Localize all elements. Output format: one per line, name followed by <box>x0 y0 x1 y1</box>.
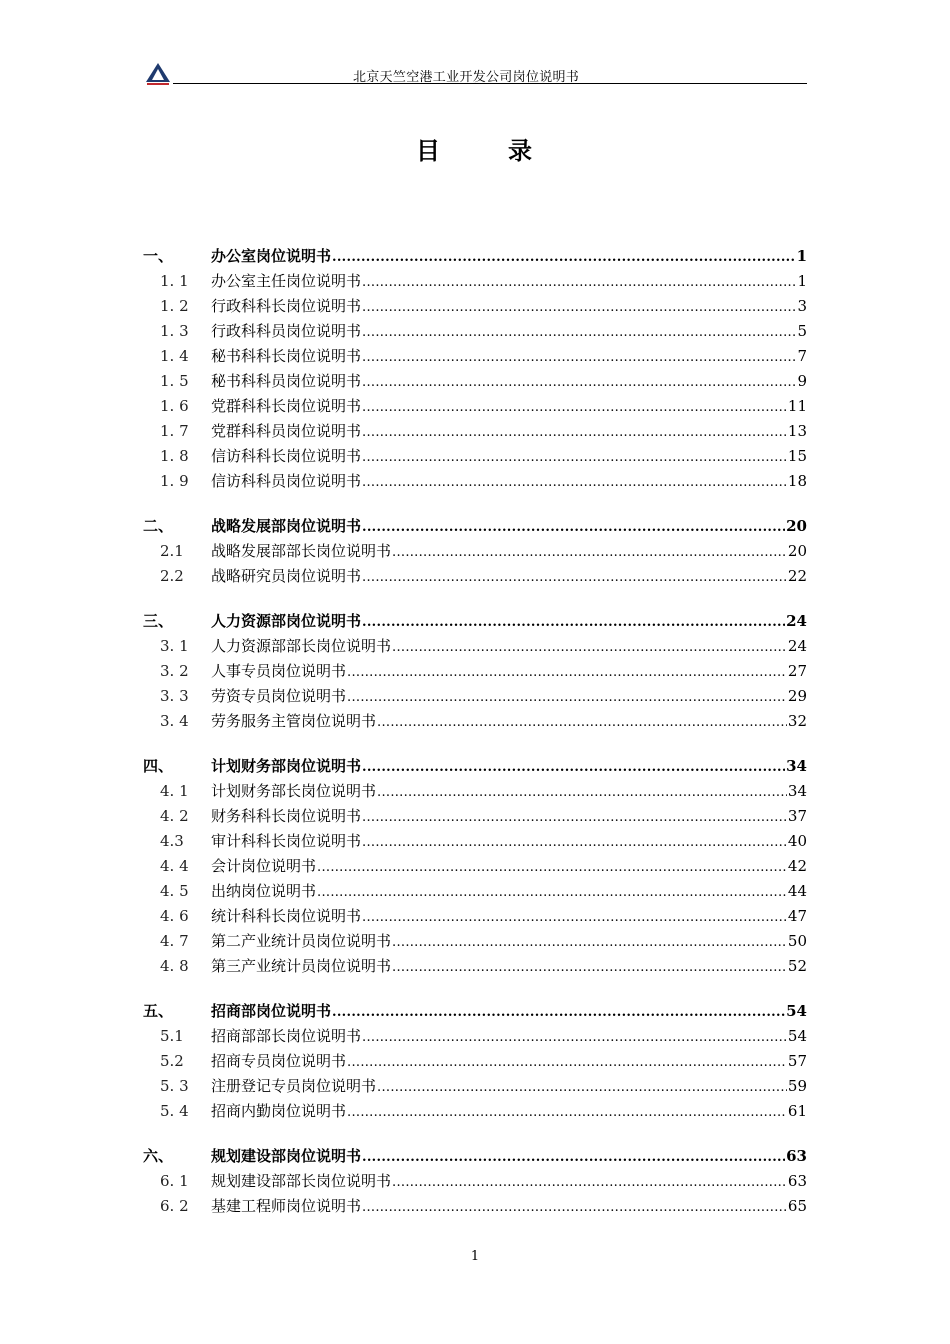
toc-page-number: 18 <box>787 472 807 490</box>
dot-leader <box>392 634 787 660</box>
toc-number: 4. 6 <box>160 907 189 925</box>
toc-page-number: 61 <box>787 1102 807 1120</box>
toc-entry[interactable] <box>143 684 807 709</box>
toc-title: 党群科科长岗位说明书 <box>211 397 362 415</box>
toc-entry[interactable] <box>143 564 807 589</box>
toc-number: 1. 9 <box>160 472 189 490</box>
dot-leader <box>362 394 787 420</box>
toc-title: 人事专员岗位说明书 <box>211 662 347 680</box>
toc-number: 一、 <box>143 247 174 265</box>
toc-entry[interactable] <box>143 444 807 469</box>
dot-leader <box>362 514 785 540</box>
toc-title: 招商部部长岗位说明书 <box>211 1027 362 1045</box>
toc-entry[interactable] <box>143 1169 807 1194</box>
dot-leader <box>362 444 787 470</box>
dot-leader <box>362 1194 787 1220</box>
dot-leader <box>362 904 787 930</box>
toc-entry[interactable] <box>143 659 807 684</box>
toc-entry[interactable] <box>143 269 807 294</box>
toc-title: 规划建设部岗位说明书 <box>211 1147 362 1165</box>
toc-page-number: 40 <box>787 832 807 850</box>
toc-number: 1. 8 <box>160 447 189 465</box>
toc-entry[interactable] <box>143 1194 807 1219</box>
toc-title: 信访科科员岗位说明书 <box>211 472 362 490</box>
toc-entry[interactable] <box>143 1024 807 1049</box>
toc-title: 秘书科科长岗位说明书 <box>211 347 362 365</box>
toc-number: 4. 8 <box>160 957 189 975</box>
header-title: 北京天竺空港工业开发公司岗位说明书 <box>353 70 580 85</box>
toc-entry[interactable] <box>143 369 807 394</box>
toc-number: 5. 4 <box>160 1102 189 1120</box>
toc-title: 战略发展部部长岗位说明书 <box>211 542 392 560</box>
toc-section <box>143 514 807 589</box>
toc-entry[interactable] <box>143 294 807 319</box>
toc-page-number: 37 <box>787 807 807 825</box>
toc-number: 2.2 <box>160 567 184 585</box>
toc-page-number: 34 <box>786 757 807 775</box>
dot-leader <box>347 1099 787 1125</box>
dot-leader <box>392 1169 787 1195</box>
toc-number: 6. 1 <box>160 1172 189 1190</box>
toc-title: 劳务服务主管岗位说明书 <box>211 712 377 730</box>
toc-title: 办公室主任岗位说明书 <box>211 272 362 290</box>
toc-page-number: 27 <box>787 662 807 680</box>
toc-title: 财务科科长岗位说明书 <box>211 807 362 825</box>
toc-section-heading[interactable] <box>143 244 807 269</box>
toc-title: 基建工程师岗位说明书 <box>211 1197 362 1215</box>
toc-section <box>143 999 807 1124</box>
toc-title: 劳资专员岗位说明书 <box>211 687 347 705</box>
toc-page-number: 1 <box>796 247 807 265</box>
toc-number: 3. 3 <box>160 687 189 705</box>
toc-page-number: 24 <box>787 637 807 655</box>
toc-entry[interactable] <box>143 1074 807 1099</box>
toc-page-number: 5 <box>797 322 807 340</box>
dot-leader <box>362 419 787 445</box>
toc-entry[interactable] <box>143 1049 807 1074</box>
title-char-2: 录 <box>508 136 534 165</box>
toc-page-number: 29 <box>787 687 807 705</box>
toc-page-number: 59 <box>787 1077 807 1095</box>
toc-page-number: 3 <box>797 297 807 315</box>
toc-entry[interactable] <box>143 394 807 419</box>
toc-entry[interactable] <box>143 854 807 879</box>
toc-section <box>143 244 807 494</box>
toc-page-number: 20 <box>786 517 807 535</box>
toc-entry[interactable] <box>143 879 807 904</box>
toc-title: 计划财务部岗位说明书 <box>211 757 362 775</box>
toc-title: 第三产业统计员岗位说明书 <box>211 957 392 975</box>
toc-page-number: 50 <box>787 932 807 950</box>
toc-page-number: 20 <box>787 542 807 560</box>
toc-title: 秘书科科员岗位说明书 <box>211 372 362 390</box>
toc-page-number: 63 <box>787 1172 807 1190</box>
page-title <box>0 131 950 166</box>
toc-section <box>143 1144 807 1219</box>
dot-leader <box>377 709 787 735</box>
toc-number: 4.3 <box>160 832 184 850</box>
toc-title: 党群科科员岗位说明书 <box>211 422 362 440</box>
toc-title: 第二产业统计员岗位说明书 <box>211 932 392 950</box>
toc-number: 1. 6 <box>160 397 189 415</box>
header-rule <box>173 83 807 84</box>
toc-number: 5.2 <box>160 1052 184 1070</box>
toc-entry[interactable] <box>143 539 807 564</box>
dot-leader <box>362 829 787 855</box>
toc-number: 1. 3 <box>160 322 189 340</box>
dot-leader <box>392 954 787 980</box>
toc-title: 行政科科长岗位说明书 <box>211 297 362 315</box>
toc-title: 招商部岗位说明书 <box>211 1002 332 1020</box>
toc-number: 四、 <box>143 757 174 775</box>
company-logo-icon <box>143 60 173 88</box>
toc-number: 2.1 <box>160 542 184 560</box>
toc-section-heading[interactable] <box>143 754 807 779</box>
toc-page-number: 42 <box>787 857 807 875</box>
dot-leader <box>317 879 787 905</box>
dot-leader <box>347 684 787 710</box>
toc-title: 人力资源部部长岗位说明书 <box>211 637 392 655</box>
page-header <box>143 60 807 88</box>
toc-number: 5. 3 <box>160 1077 189 1095</box>
dot-leader <box>392 539 787 565</box>
toc-page-number: 11 <box>787 397 807 415</box>
toc-number: 三、 <box>143 612 174 630</box>
toc-section-heading[interactable] <box>143 1144 807 1169</box>
toc-entry[interactable] <box>143 954 807 979</box>
dot-leader <box>362 754 785 780</box>
dot-leader <box>377 779 787 805</box>
toc-section-heading[interactable] <box>143 514 807 539</box>
dot-leader <box>347 1049 787 1075</box>
dot-leader <box>362 1024 787 1050</box>
dot-leader <box>362 269 796 295</box>
toc-number: 6. 2 <box>160 1197 189 1215</box>
dot-leader <box>362 564 787 590</box>
toc-page-number: 44 <box>787 882 807 900</box>
toc-title: 办公室岗位说明书 <box>211 247 332 265</box>
toc-page-number: 34 <box>787 782 807 800</box>
toc-entry[interactable] <box>143 779 807 804</box>
dot-leader <box>332 244 796 270</box>
toc-number: 4. 5 <box>160 882 189 900</box>
title-char-1: 目 <box>416 136 442 165</box>
toc-number: 1. 4 <box>160 347 189 365</box>
dot-leader <box>362 1144 785 1170</box>
toc-page-number: 52 <box>787 957 807 975</box>
toc-section-heading[interactable] <box>143 609 807 634</box>
toc-title: 注册登记专员岗位说明书 <box>211 1077 377 1095</box>
toc-page-number: 1 <box>797 272 807 290</box>
toc-title: 战略发展部岗位说明书 <box>211 517 362 535</box>
dot-leader <box>362 804 787 830</box>
toc-number: 1. 7 <box>160 422 189 440</box>
toc-title: 行政科科员岗位说明书 <box>211 322 362 340</box>
dot-leader <box>347 659 787 685</box>
toc-number: 4. 7 <box>160 932 189 950</box>
toc-page-number: 65 <box>787 1197 807 1215</box>
toc-number: 1. 5 <box>160 372 189 390</box>
toc-page-number: 13 <box>787 422 807 440</box>
table-of-contents <box>143 244 807 1239</box>
toc-page-number: 32 <box>787 712 807 730</box>
toc-page-number: 47 <box>787 907 807 925</box>
toc-title: 规划建设部部长岗位说明书 <box>211 1172 392 1190</box>
dot-leader <box>362 369 796 395</box>
toc-page-number: 24 <box>786 612 807 630</box>
toc-page-number: 57 <box>787 1052 807 1070</box>
toc-title: 会计岗位说明书 <box>211 857 317 875</box>
toc-title: 出纳岗位说明书 <box>211 882 317 900</box>
toc-page-number: 63 <box>786 1147 807 1165</box>
toc-number: 3. 2 <box>160 662 189 680</box>
toc-number: 4. 1 <box>160 782 189 800</box>
toc-title: 招商专员岗位说明书 <box>211 1052 347 1070</box>
toc-entry[interactable] <box>143 469 807 494</box>
toc-section-heading[interactable] <box>143 999 807 1024</box>
toc-number: 4. 2 <box>160 807 189 825</box>
toc-title: 信访科科长岗位说明书 <box>211 447 362 465</box>
toc-entry[interactable] <box>143 1099 807 1124</box>
dot-leader <box>362 319 796 345</box>
toc-title: 招商内勤岗位说明书 <box>211 1102 347 1120</box>
toc-number: 二、 <box>143 517 174 535</box>
toc-page-number: 54 <box>786 1002 807 1020</box>
toc-entry[interactable] <box>143 904 807 929</box>
toc-entry[interactable] <box>143 319 807 344</box>
toc-entry[interactable] <box>143 804 807 829</box>
toc-title: 计划财务部长岗位说明书 <box>211 782 377 800</box>
toc-title: 统计科科长岗位说明书 <box>211 907 362 925</box>
toc-entry[interactable] <box>143 419 807 444</box>
dot-leader <box>377 1074 787 1100</box>
toc-section <box>143 609 807 734</box>
toc-page-number: 15 <box>787 447 807 465</box>
dot-leader <box>332 999 785 1025</box>
toc-page-number: 7 <box>797 347 807 365</box>
toc-number: 五、 <box>143 1002 174 1020</box>
dot-leader <box>362 344 796 370</box>
dot-leader <box>362 609 785 635</box>
toc-section <box>143 754 807 979</box>
toc-number: 六、 <box>143 1147 174 1165</box>
toc-number: 1. 2 <box>160 297 189 315</box>
toc-number: 5.1 <box>160 1027 184 1045</box>
toc-title: 战略研究员岗位说明书 <box>211 567 362 585</box>
toc-title: 审计科科长岗位说明书 <box>211 832 362 850</box>
dot-leader <box>362 294 796 320</box>
dot-leader <box>392 929 787 955</box>
dot-leader <box>362 469 787 495</box>
page-number: 1 <box>470 1249 480 1264</box>
dot-leader <box>317 854 787 880</box>
toc-number: 1. 1 <box>160 272 189 290</box>
toc-entry[interactable] <box>143 344 807 369</box>
toc-title: 人力资源部岗位说明书 <box>211 612 362 630</box>
toc-number: 3. 1 <box>160 637 189 655</box>
toc-page-number: 9 <box>797 372 807 390</box>
toc-entry[interactable] <box>143 929 807 954</box>
toc-page-number: 22 <box>787 567 807 585</box>
toc-number: 3. 4 <box>160 712 189 730</box>
toc-number: 4. 4 <box>160 857 189 875</box>
toc-entry[interactable] <box>143 829 807 854</box>
toc-page-number: 54 <box>787 1027 807 1045</box>
toc-entry[interactable] <box>143 634 807 659</box>
toc-entry[interactable] <box>143 709 807 734</box>
